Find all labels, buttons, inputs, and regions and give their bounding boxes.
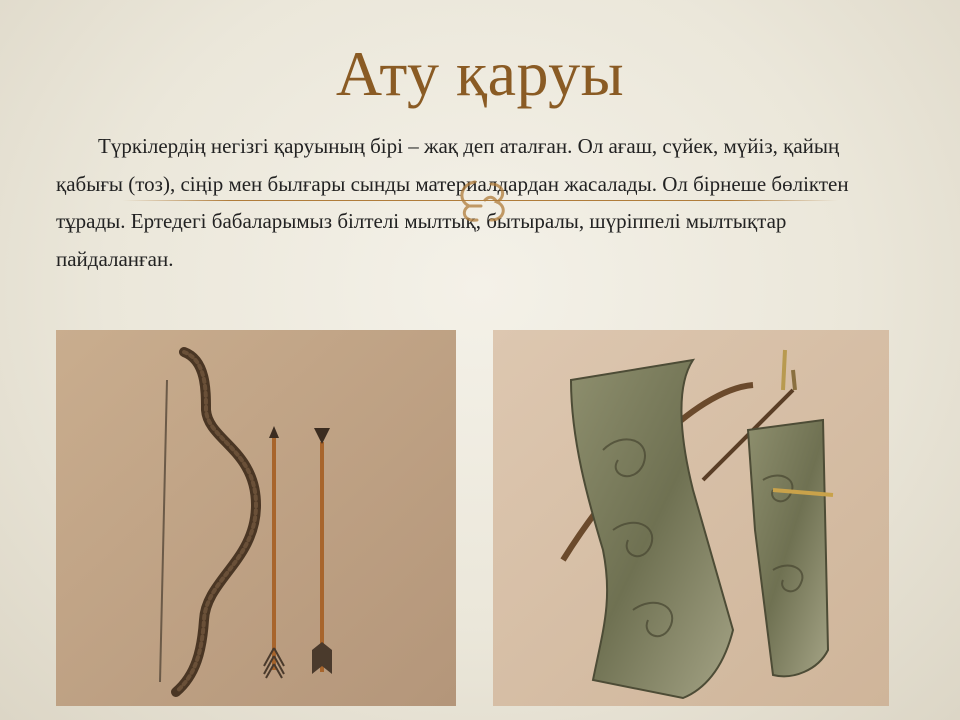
bow-and-arrows-photo: [56, 330, 456, 706]
ornamented-quiver-photo: [493, 330, 889, 706]
body-paragraph: Түркілердің негізгі қаруының бірі – жақ деп аталған. Ол ағаш, сүйек, мүйіз, қайың қабығы (тоз), сіңір мен былғары сынды материалдардан жасалады. Ол бірнеше бөліктен тұрады. Ертедегі бабаларымыз білтелі мылтық, бытыралы, шүріппелі мылтықтар пайдаланған.: [56, 134, 849, 271]
scroll-ornament-icon: [447, 176, 517, 226]
slide-title: Ату қаруы: [335, 38, 625, 109]
